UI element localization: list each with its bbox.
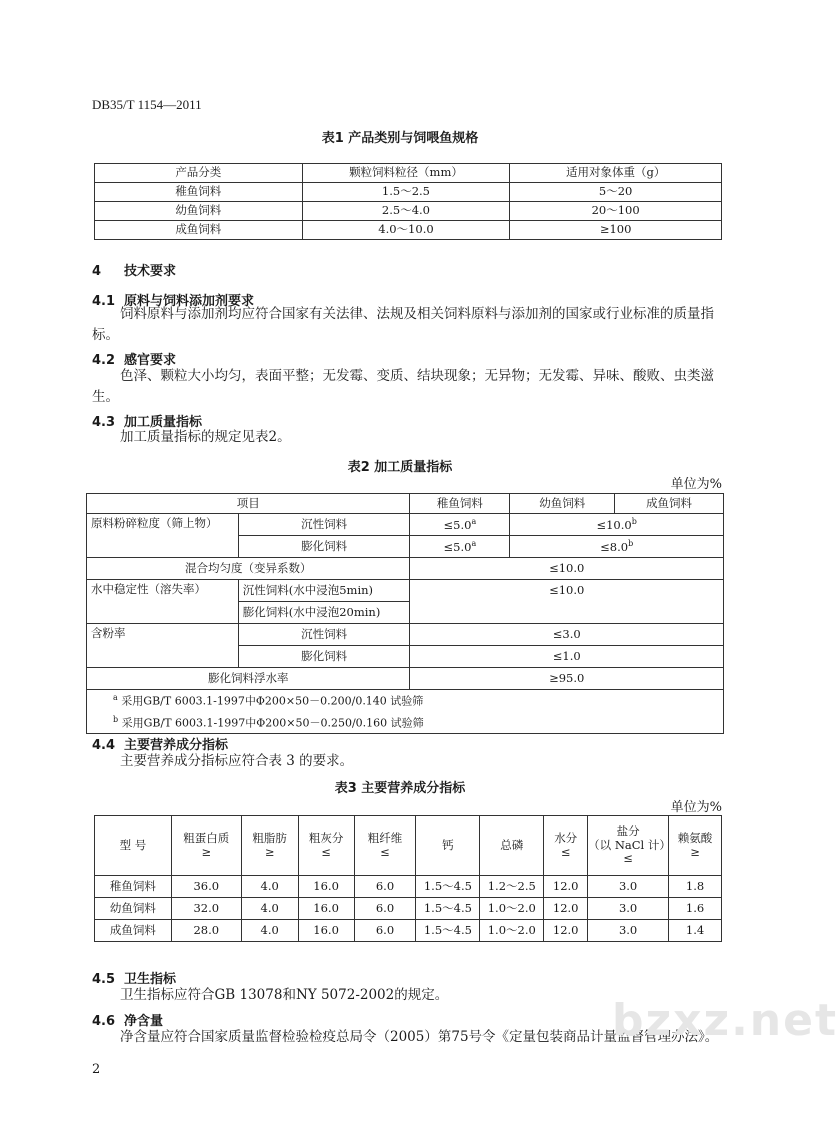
table-row — [87, 580, 724, 602]
table-header-cell: 稚鱼饲料 — [410, 494, 510, 514]
table-sub-label: 膨化饲料 — [238, 646, 410, 668]
table-header-cell: 赖氨酸 ≥ — [669, 816, 722, 876]
table-cell: ≥100 — [510, 221, 722, 240]
table-header-cell: 水分 ≤ — [544, 816, 588, 876]
section-4-6-text: 净含量应符合国家质量监督检验检疫总局令（2005）第75号令《定量包装商品计量监督管理办法》。 — [120, 1029, 719, 1045]
table-note-row — [87, 712, 724, 734]
table-cell: 4.0～10.0 — [302, 221, 510, 240]
table-header-cell: 钙 — [416, 816, 480, 876]
table-cell: 1.5～4.5 — [416, 920, 480, 942]
table-row-label: 含粉率 — [87, 624, 239, 668]
table-cell: 3.0 — [588, 920, 669, 942]
table-note: $^a$ 采用GB/T 6003.1-1997中Φ200×50－0.200/0.140 试验筛 — [87, 690, 724, 712]
table-cell: 稚鱼饲料 — [95, 876, 172, 898]
table-header-row — [87, 494, 724, 514]
table-header-cell: 粗纤维 ≤ — [354, 816, 416, 876]
table-cell: 5～20 — [510, 183, 722, 202]
table1 — [94, 163, 722, 240]
table-cell: 成鱼饲料 — [95, 221, 303, 240]
section-number: 4.6 — [92, 1014, 116, 1029]
table-cell: 6.0 — [354, 898, 416, 920]
table-row — [95, 221, 722, 240]
section-title: 原料与饲料添加剂要求 — [124, 294, 255, 309]
table-header-cell: 幼鱼饲料 — [510, 494, 615, 514]
table-cell: 2.5～4.0 — [302, 202, 510, 221]
table-header-cell: 粗脂肪 ≥ — [241, 816, 298, 876]
table2 — [86, 493, 724, 734]
section-number: 4.2 — [92, 353, 116, 368]
section-4-2-text: 色泽、颗粒大小均匀，表面平整；无发霉、变质、结块现象；无异物；无发霉、异味、酸败、虫类滋生。 — [92, 368, 714, 405]
table-cell: ≤10.0 — [410, 558, 724, 580]
table-cell: 32.0 — [171, 898, 241, 920]
section-title: 卫生指标 — [124, 972, 177, 987]
table-header-cell: 产品分类 — [95, 164, 303, 183]
table-cell: ≤5.0$^a$ — [410, 514, 510, 536]
section-title: 感官要求 — [124, 353, 177, 368]
section-4-3-text: 加工质量指标的规定见表2。 — [120, 429, 291, 445]
section-4-5-text: 卫生指标应符合GB 13078和NY 5072-2002的规定。 — [120, 987, 449, 1003]
table-cell: 36.0 — [171, 876, 241, 898]
section-4-1-text: 饲料原料与添加剂均应符合国家有关法律、法规及相关饲料原料与添加剂的国家或行业标准的质量指标。 — [92, 306, 714, 343]
table-sub-label: 沉性饲料 — [238, 514, 410, 536]
table-cell: 1.5～4.5 — [416, 876, 480, 898]
table-cell: 3.0 — [588, 898, 669, 920]
table-row — [87, 668, 724, 690]
table-cell: 6.0 — [354, 876, 416, 898]
table-cell: 20～100 — [510, 202, 722, 221]
standard-code: DB35/T 1154—2011 — [92, 97, 202, 112]
section-4-4-text: 主要营养成分指标应符合表 3 的要求。 — [120, 753, 354, 769]
table-row-label: 原料粉碎粒度（筛上物） — [87, 514, 239, 558]
table-cell: 1.5～2.5 — [302, 183, 510, 202]
table2-unit: 单位为% — [670, 477, 722, 492]
table-row — [95, 920, 722, 942]
table-cell: ≤8.0$^b$ — [510, 536, 724, 558]
table-header-cell: 项目 — [87, 494, 410, 514]
table-header-cell: 粗蛋白质 ≥ — [171, 816, 241, 876]
table-cell: 1.8 — [669, 876, 722, 898]
table-cell: ≤1.0 — [410, 646, 724, 668]
table-cell: ≤3.0 — [410, 624, 724, 646]
table-row — [95, 183, 722, 202]
table-cell: 幼鱼饲料 — [95, 202, 303, 221]
table-header-cell: 总磷 — [480, 816, 544, 876]
table1-caption: 表1 产品类别与饲喂鱼规格 — [321, 131, 479, 146]
table3-caption: 表3 主要营养成分指标 — [334, 781, 466, 796]
table-header-cell: 粗灰分 ≤ — [298, 816, 354, 876]
table-cell: 1.2～2.5 — [480, 876, 544, 898]
table-header-cell: 适用对象体重（g） — [510, 164, 722, 183]
table-header-row — [95, 164, 722, 183]
table-row — [95, 898, 722, 920]
table-cell: 4.0 — [241, 876, 298, 898]
table3 — [94, 815, 722, 942]
section-number: 4 — [92, 264, 102, 279]
section-number: 4.1 — [92, 294, 116, 309]
table-cell: 16.0 — [298, 920, 354, 942]
table3-unit: 单位为% — [670, 800, 722, 815]
table-cell: 6.0 — [354, 920, 416, 942]
table-cell: 28.0 — [171, 920, 241, 942]
section-number: 4.3 — [92, 415, 116, 430]
table-cell: 3.0 — [588, 876, 669, 898]
section-4-heading — [92, 260, 176, 279]
table-cell: ≤5.0$^a$ — [410, 536, 510, 558]
table-sub-label: 膨化饲料(水中浸泡20min) — [238, 602, 410, 624]
table-cell: ≥95.0 — [410, 668, 724, 690]
table-cell: 1.6 — [669, 898, 722, 920]
table-header-cell: 型 号 — [95, 816, 172, 876]
table-note-row — [87, 690, 724, 712]
table-cell: 幼鱼饲料 — [95, 898, 172, 920]
table-sub-label: 沉性饲料(水中浸泡5min) — [238, 580, 410, 602]
table-header-cell: 成鱼饲料 — [615, 494, 724, 514]
table-cell: 稚鱼饲料 — [95, 183, 303, 202]
table-cell: 成鱼饲料 — [95, 920, 172, 942]
table-cell: ≤10.0 — [410, 580, 724, 624]
table-sub-label: 膨化饲料 — [238, 536, 410, 558]
table-header-cell: 盐分 （以 NaCl 计） ≤ — [588, 816, 669, 876]
table2-caption: 表2 加工质量指标 — [347, 460, 453, 475]
table-cell: 12.0 — [544, 898, 588, 920]
table-row — [95, 876, 722, 898]
table-cell: 1.5～4.5 — [416, 898, 480, 920]
table-header-cell: 颗粒饲料粒径（mm） — [302, 164, 510, 183]
section-number: 4.5 — [92, 972, 116, 987]
section-title: 加工质量指标 — [124, 415, 203, 430]
watermark: bzxz.net — [612, 995, 838, 1046]
table-row-label: 水中稳定性（溶失率） — [87, 580, 239, 624]
table-row-label: 混合均匀度（变异系数） — [87, 558, 410, 580]
table-cell: 4.0 — [241, 920, 298, 942]
section-title: 技术要求 — [124, 264, 177, 279]
table-cell: 12.0 — [544, 920, 588, 942]
table-cell: ≤10.0$^b$ — [510, 514, 724, 536]
table-note: $^b$ 采用GB/T 6003.1-1997中Φ200×50－0.250/0.160 试验筛 — [87, 712, 724, 734]
table-cell: 4.0 — [241, 898, 298, 920]
table-cell: 16.0 — [298, 876, 354, 898]
section-title: 净含量 — [124, 1014, 164, 1029]
table-cell: 1.0～2.0 — [480, 898, 544, 920]
section-title: 主要营养成分指标 — [124, 738, 229, 753]
table-cell: 1.0～2.0 — [480, 920, 544, 942]
table-cell: 16.0 — [298, 898, 354, 920]
table-row — [87, 558, 724, 580]
table-sub-label: 沉性饲料 — [238, 624, 410, 646]
page-number: 2 — [92, 1062, 101, 1077]
table-cell: 1.4 — [669, 920, 722, 942]
table-cell: 12.0 — [544, 876, 588, 898]
table-row — [87, 624, 724, 646]
table-header-row — [95, 816, 722, 876]
table-row — [95, 202, 722, 221]
table-row — [87, 514, 724, 536]
table-row-label: 膨化饲料浮水率 — [87, 668, 410, 690]
section-number: 4.4 — [92, 738, 116, 753]
